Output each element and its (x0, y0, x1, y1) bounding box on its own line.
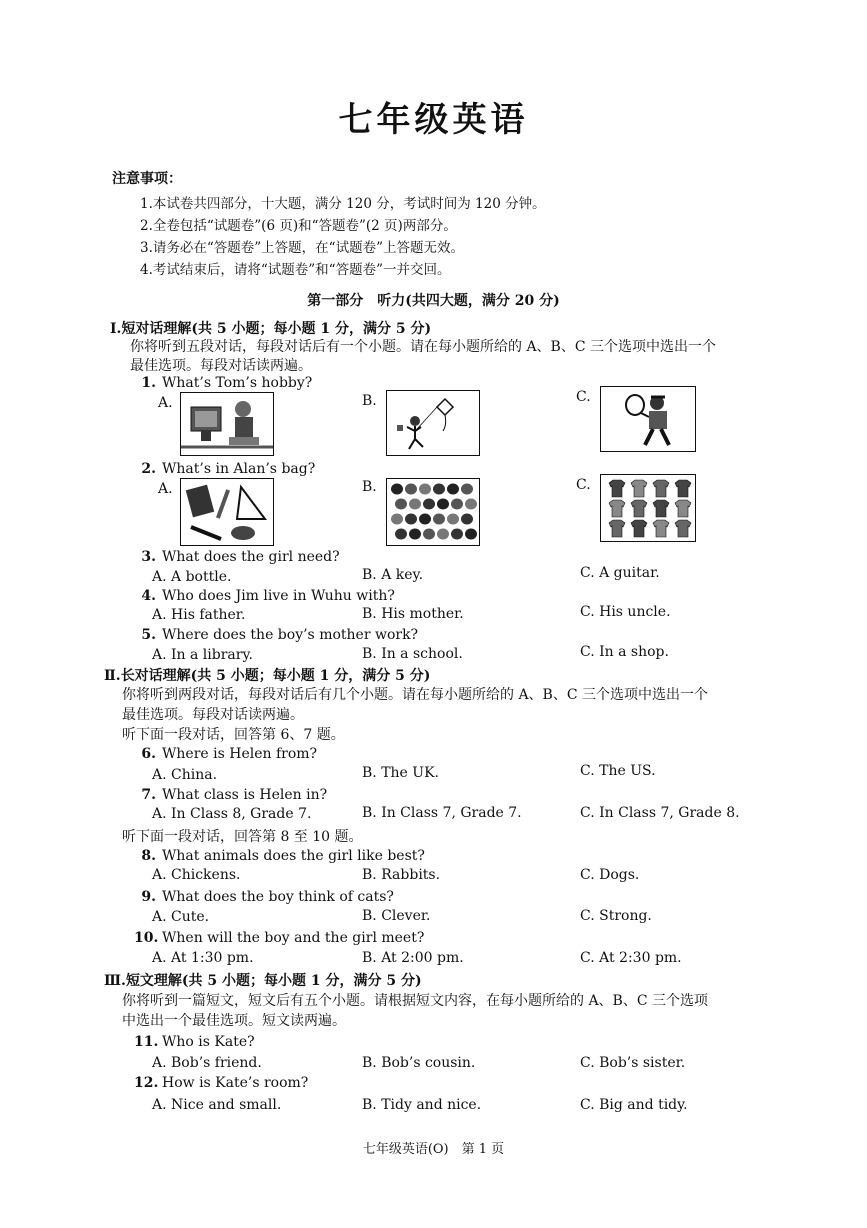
question-text: When will the boy and the girl meet? (162, 930, 425, 946)
option-b: B. In Class 7, Grade 7. (362, 805, 522, 821)
question (134, 627, 418, 643)
question-number: 5. (141, 627, 156, 643)
question-number: 2. (141, 461, 156, 477)
option-c: C. Big and tidy. (580, 1097, 688, 1113)
option-b: B. Bob’s cousin. (362, 1055, 476, 1071)
question (134, 1034, 255, 1050)
option-b: B. His mother. (362, 606, 464, 622)
kite-boy-picture (386, 390, 480, 456)
section-heading (104, 665, 430, 685)
option-a: A. China. (152, 767, 218, 783)
section-instruction: 最佳选项。每段对话读两遍。 (130, 358, 312, 374)
question-number: 11. (134, 1034, 159, 1050)
section-heading (104, 970, 422, 990)
question-number: 8. (141, 848, 156, 864)
page-footer: 七年级英语(O) 第 1 页 (362, 1142, 505, 1157)
part-heading: 第一部分 听力(共四大题，满分 20 分) (307, 293, 560, 309)
option-a: A. Nice and small. (152, 1097, 282, 1113)
option-c: C. (576, 389, 591, 405)
school-things-picture (180, 478, 274, 546)
section-number: Ⅱ. (104, 668, 121, 684)
option-c: C. (576, 477, 591, 493)
question-text: Who is Kate? (162, 1034, 255, 1050)
question (134, 375, 312, 391)
section-instruction: 中选出一个最佳选项。短文读两遍。 (122, 1013, 346, 1029)
option-a: A. At 1:30 pm. (152, 950, 254, 966)
option-b: B. At 2:00 pm. (362, 950, 464, 966)
option-a: A. Bob’s friend. (152, 1055, 262, 1071)
option-c: C. The US. (580, 763, 656, 779)
question-number: 4. (141, 588, 156, 604)
question (134, 461, 315, 477)
question-text: What does the girl need? (162, 549, 340, 565)
option-a: A. (158, 481, 173, 497)
option-b: B. In a school. (362, 646, 463, 662)
section-instruction: 你将听到两段对话，每段对话后有几个小题。请在每小题所给的 A、B、C 三个选项中选出一个 (122, 687, 709, 703)
tennis-boy-picture (600, 386, 696, 452)
option-a: A. In a library. (152, 647, 253, 663)
section-number: Ⅲ. (104, 973, 126, 989)
question-number: 6. (141, 746, 156, 762)
question-text: How is Kate’s room? (162, 1075, 309, 1091)
notice-item: 4.考试结束后，请将“试题卷”和“答题卷”一并交回。 (140, 262, 451, 278)
option-c: C. A guitar. (580, 565, 660, 581)
option-c: C. In Class 7, Grade 8. (580, 805, 740, 821)
question-number: 7. (141, 787, 156, 803)
section-title: 短对话理解(共 5 小题；每小题 1 分，满分 5 分) (121, 321, 432, 337)
option-b: B. (362, 393, 377, 409)
notice-item: 2.全卷包括“试题卷”(6 页)和“答题卷”(2 页)两部分。 (140, 218, 457, 234)
question-text: Where does the boy’s mother work? (162, 627, 419, 643)
question (134, 848, 425, 864)
option-a: A. Cute. (152, 909, 210, 925)
question-number: 12. (134, 1075, 159, 1091)
question-text: Where is Helen from? (162, 746, 318, 762)
option-c: C. In a shop. (580, 644, 669, 660)
question (134, 1075, 308, 1091)
clothes-picture (600, 474, 696, 542)
question-number: 1. (141, 375, 156, 391)
section-title: 短文理解(共 5 小题；每小题 1 分，满分 5 分) (125, 973, 422, 989)
section-instruction: 你将听到一篇短文，短文后有五个小题。请根据短文内容，在每小题所给的 A、B、C 三个选项 (122, 993, 709, 1009)
question (134, 588, 395, 604)
question-number: 10. (134, 930, 159, 946)
option-b: B. The UK. (362, 765, 439, 781)
option-c: C. His uncle. (580, 604, 671, 620)
option-a: A. In Class 8, Grade 7. (152, 806, 312, 822)
question-text: What’s Tom’s hobby? (162, 375, 313, 391)
section-instruction: 最佳选项。每段对话读两遍。 (122, 707, 304, 723)
option-b: B. (362, 479, 377, 495)
notice-heading: 注意事项： (112, 171, 182, 187)
section-instruction: 你将听到五段对话，每段对话后有一个小题。请在每小题所给的 A、B、C 三个选项中选出一个 (130, 339, 717, 355)
question (134, 549, 340, 565)
question (134, 787, 327, 803)
question-text: What class is Helen in? (162, 787, 328, 803)
notice-item: 1.本试卷共四部分，十大题，满分 120 分，考试时间为 120 分钟。 (140, 196, 546, 212)
question (134, 889, 394, 905)
question (134, 746, 317, 762)
fruits-picture (386, 478, 480, 546)
section-heading (110, 318, 431, 338)
notice-item: 3.请务必在“答题卷”上答题，在“试题卷”上答题无效。 (140, 240, 464, 256)
option-b: B. Tidy and nice. (362, 1097, 482, 1113)
section-title: 长对话理解(共 5 小题；每小题 1 分，满分 5 分) (120, 668, 431, 684)
option-b: B. Clever. (362, 908, 431, 924)
option-b: B. A key. (362, 567, 424, 583)
question-text: What animals does the girl like best? (162, 848, 425, 864)
option-c: C. Strong. (580, 908, 652, 924)
question-text: What does the boy think of cats? (162, 889, 394, 905)
option-b: B. Rabbits. (362, 867, 441, 883)
option-a: A. His father. (152, 607, 246, 623)
question-text: What’s in Alan’s bag? (162, 461, 316, 477)
question-number: 9. (141, 889, 156, 905)
page-title: 七年级英语 (338, 100, 529, 140)
question-number: 3. (141, 549, 156, 565)
question-text: Who does Jim live in Wuhu with? (162, 588, 395, 604)
computer-boy-picture (180, 392, 274, 456)
option-a: A. A bottle. (152, 569, 232, 585)
dialog-note: 听下面一段对话，回答第 6、7 题。 (122, 727, 345, 743)
option-c: C. Bob’s sister. (580, 1055, 686, 1071)
option-c: C. Dogs. (580, 867, 640, 883)
option-a: A. Chickens. (152, 867, 241, 883)
option-a: A. (158, 395, 173, 411)
section-number: Ⅰ. (110, 321, 122, 337)
dialog-note: 听下面一段对话，回答第 8 至 10 题。 (122, 829, 363, 845)
question (134, 930, 424, 946)
option-c: C. At 2:30 pm. (580, 950, 682, 966)
